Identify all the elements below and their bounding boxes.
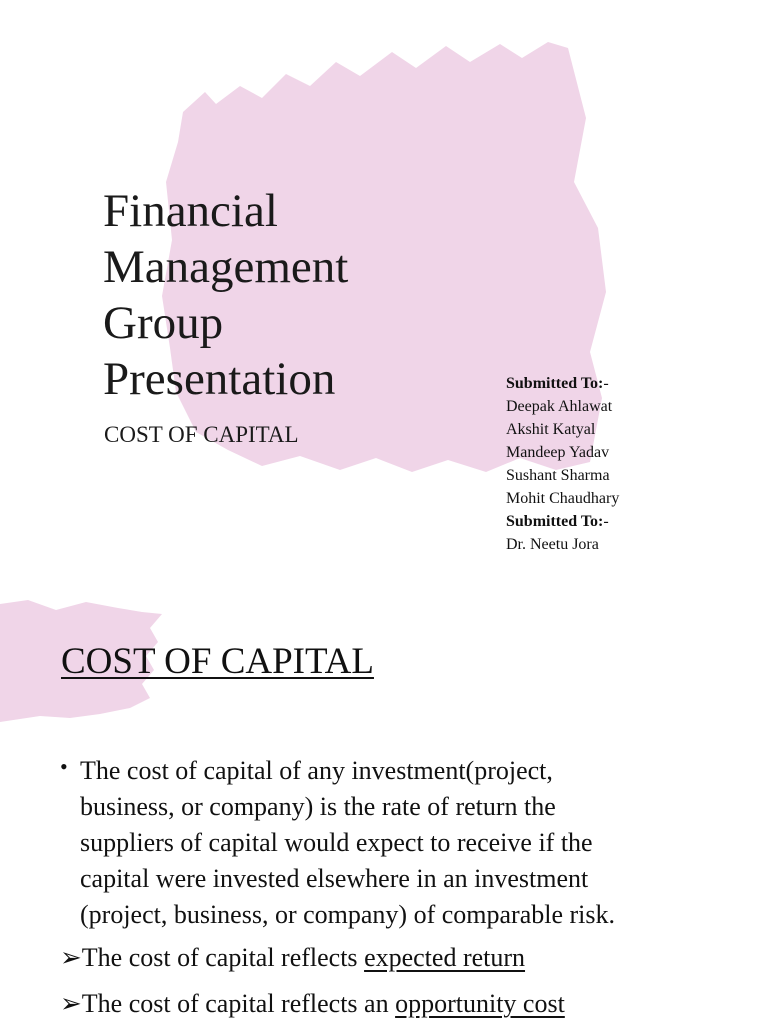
bullet-dot-icon: •: [60, 754, 68, 779]
submitted-by-heading-text: Submitted To:: [506, 375, 604, 392]
arrow-bullet-icon: ➢: [60, 989, 82, 1018]
arrow-bullet-opportunity-cost: [60, 986, 565, 1022]
underlined-term: opportunity cost: [395, 989, 565, 1018]
submitted-by-heading: [506, 372, 619, 395]
bullet-text: [80, 753, 720, 933]
submitted-to-heading-text: Submitted To:: [506, 513, 604, 530]
title-line: Group: [103, 297, 224, 349]
slide-title: COST OF CAPITAL: [61, 641, 374, 682]
title-line: Management: [103, 241, 349, 293]
arrow-bullet-text: The cost of capital reflects an: [81, 989, 396, 1018]
content-slide: [0, 590, 768, 1024]
bullet-line: business, or company) is the rate of return the: [80, 792, 556, 821]
arrow-bullet-icon: ➢: [60, 943, 82, 972]
bullet-line: suppliers of capital would expect to receive if the: [80, 828, 593, 857]
arrow-bullet-text: The cost of capital reflects: [81, 943, 365, 972]
bullet-line: capital were invested elsewhere in an investment: [80, 864, 589, 893]
member-name: Mohit Chaudhary: [506, 490, 620, 507]
title-line: Presentation: [103, 353, 336, 405]
heading-suffix: -: [603, 513, 609, 530]
bullet-line: (project, business, or company) of comparable risk.: [80, 900, 616, 929]
submission-details: [506, 372, 619, 556]
arrow-bullet-expected-return: [60, 940, 525, 976]
member-name: Mandeep Yadav: [506, 444, 610, 461]
presentation-title: [103, 183, 433, 407]
title-line: Financial: [103, 185, 278, 237]
member-name: Sushant Sharma: [506, 467, 610, 484]
definition-bullet: [60, 753, 720, 933]
underlined-term: expected return: [364, 943, 526, 972]
presentation-subtitle: COST OF CAPITAL: [104, 422, 299, 447]
heading-suffix: -: [603, 375, 609, 392]
member-name: Deepak Ahlawat: [506, 398, 613, 415]
member-name: Akshit Katyal: [506, 421, 596, 438]
submitted-to-heading: [506, 510, 619, 533]
teacher-name: Dr. Neetu Jora: [506, 536, 599, 553]
bullet-line: The cost of capital of any investment(project,: [80, 756, 553, 785]
